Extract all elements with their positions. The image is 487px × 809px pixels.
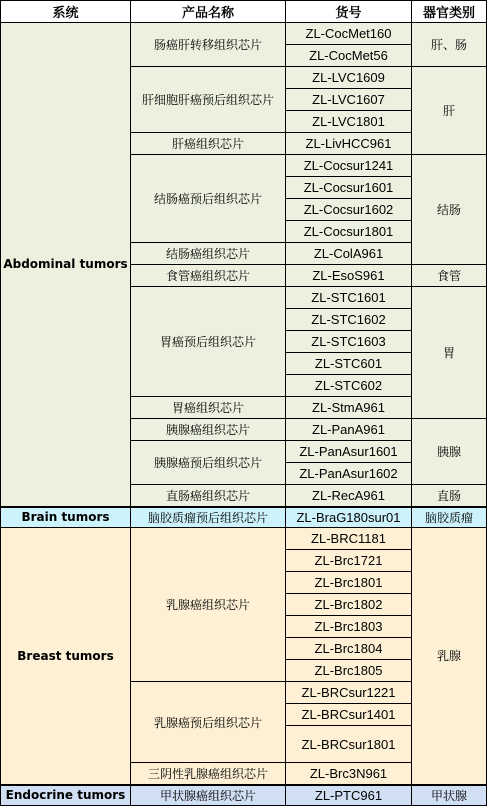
item-number-cell: ZL-STC602 — [286, 375, 412, 397]
header-item-number: 货号 — [286, 1, 412, 23]
item-number-cell: ZL-Brc1803 — [286, 616, 412, 638]
item-number-cell: ZL-BRCsur1801 — [286, 726, 412, 763]
organ-cell: 结肠 — [412, 155, 487, 265]
organ-cell: 食管 — [412, 265, 487, 287]
table-row — [1, 23, 487, 45]
item-number-cell: ZL-BRC1181 — [286, 528, 412, 550]
system-cell-breast: Breast tumors — [1, 528, 131, 785]
item-number-cell: ZL-STC1603 — [286, 331, 412, 353]
product-name-cell: 胃癌组织芯片 — [131, 397, 286, 419]
item-number-cell: ZL-Brc1801 — [286, 572, 412, 594]
item-number-cell: ZL-BRCsur1221 — [286, 682, 412, 704]
product-name-cell: 脑胶质瘤预后组织芯片 — [131, 507, 286, 528]
product-name-cell: 肝癌组织芯片 — [131, 133, 286, 155]
organ-cell: 肝 — [412, 67, 487, 155]
product-name-cell: 胰腺癌组织芯片 — [131, 419, 286, 441]
header-organ-category: 器官类别 — [412, 1, 487, 23]
item-number-cell: ZL-PTC961 — [286, 785, 412, 806]
item-number-cell: ZL-Cocsur1241 — [286, 155, 412, 177]
organ-cell: 乳腺 — [412, 528, 487, 785]
product-name-cell: 三阴性乳腺癌组织芯片 — [131, 763, 286, 785]
product-name-cell: 胃癌预后组织芯片 — [131, 287, 286, 397]
header-row — [1, 1, 487, 23]
item-number-cell: ZL-Brc1802 — [286, 594, 412, 616]
product-name-cell: 结肠癌预后组织芯片 — [131, 155, 286, 243]
item-number-cell: ZL-Brc1804 — [286, 638, 412, 660]
item-number-cell: ZL-Brc1721 — [286, 550, 412, 572]
item-number-cell: ZL-BraG180sur01 — [286, 507, 412, 528]
organ-cell: 肝、肠 — [412, 23, 487, 67]
organ-cell: 甲状腺 — [412, 785, 487, 806]
item-number-cell: ZL-LVC1801 — [286, 111, 412, 133]
item-number-cell: ZL-PanAsur1602 — [286, 463, 412, 485]
item-number-cell: ZL-StmA961 — [286, 397, 412, 419]
item-number-cell: ZL-EsoS961 — [286, 265, 412, 287]
item-number-cell: ZL-PanAsur1601 — [286, 441, 412, 463]
table-row — [1, 507, 487, 528]
item-number-cell: ZL-Brc1805 — [286, 660, 412, 682]
item-number-cell: ZL-STC601 — [286, 353, 412, 375]
item-number-cell: ZL-BRCsur1401 — [286, 704, 412, 726]
product-name-cell: 胰腺癌预后组织芯片 — [131, 441, 286, 485]
product-name-cell: 肝细胞肝癌预后组织芯片 — [131, 67, 286, 133]
item-number-cell: ZL-CocMet56 — [286, 45, 412, 67]
item-number-cell: ZL-Brc3N961 — [286, 763, 412, 785]
item-number-cell: ZL-Cocsur1601 — [286, 177, 412, 199]
product-name-cell: 甲状腺癌组织芯片 — [131, 785, 286, 806]
item-number-cell: ZL-PanA961 — [286, 419, 412, 441]
product-name-cell: 乳腺癌预后组织芯片 — [131, 682, 286, 763]
organ-cell: 胃 — [412, 287, 487, 419]
item-number-cell: ZL-LivHCC961 — [286, 133, 412, 155]
item-number-cell: ZL-LVC1607 — [286, 89, 412, 111]
item-number-cell: ZL-STC1602 — [286, 309, 412, 331]
system-cell-abdominal: Abdominal tumors — [1, 23, 131, 507]
product-name-cell: 直肠癌组织芯片 — [131, 485, 286, 507]
item-number-cell: ZL-CocMet160 — [286, 23, 412, 45]
item-number-cell: ZL-LVC1609 — [286, 67, 412, 89]
product-name-cell: 结肠癌组织芯片 — [131, 243, 286, 265]
item-number-cell: ZL-STC1601 — [286, 287, 412, 309]
item-number-cell: ZL-RecA961 — [286, 485, 412, 507]
system-cell-brain: Brain tumors — [1, 507, 131, 528]
system-cell-endocrine: Endocrine tumors — [1, 785, 131, 806]
product-name-cell: 肠癌肝转移组织芯片 — [131, 23, 286, 67]
table-row — [1, 785, 487, 806]
item-number-cell: ZL-Cocsur1801 — [286, 221, 412, 243]
header-product-name: 产品名称 — [131, 1, 286, 23]
organ-cell: 直肠 — [412, 485, 487, 507]
organ-cell: 胰腺 — [412, 419, 487, 485]
product-name-cell: 食管癌组织芯片 — [131, 265, 286, 287]
header-system: 系统 — [1, 1, 131, 23]
item-number-cell: ZL-ColA961 — [286, 243, 412, 265]
table-row — [1, 528, 487, 550]
product-name-cell: 乳腺癌组织芯片 — [131, 528, 286, 682]
organ-cell: 脑胶质瘤 — [412, 507, 487, 528]
item-number-cell: ZL-Cocsur1602 — [286, 199, 412, 221]
